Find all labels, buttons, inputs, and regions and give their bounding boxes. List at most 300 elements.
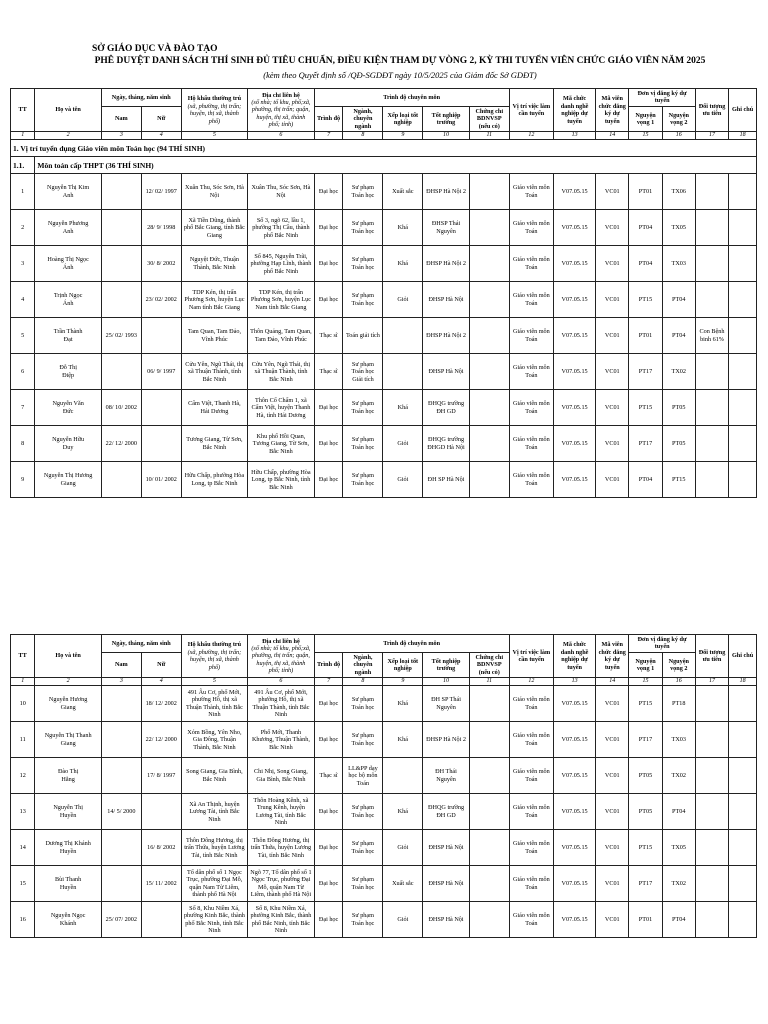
cell-cc xyxy=(469,210,509,246)
cell-mv: VC01 xyxy=(596,426,629,462)
col-number: 17 xyxy=(695,678,728,686)
cell-xl: Xuất sắc xyxy=(383,174,423,210)
cell-gc xyxy=(729,282,757,318)
col-note: Ghi chú xyxy=(729,635,757,678)
cell-given-name: Anh xyxy=(62,227,74,235)
col-qualification: Trình độ chuyên môn xyxy=(314,89,509,107)
cell-ut xyxy=(695,210,728,246)
col-priority: Đối tượng ưu tiên xyxy=(695,89,728,132)
col-household xyxy=(181,635,248,678)
col-male: Nam xyxy=(101,652,141,677)
cell-nam xyxy=(101,462,141,498)
table-row xyxy=(11,830,757,866)
cell-surname: Nguyễn Thị xyxy=(53,804,83,812)
cell-surname: Nguyễn Thị Hương xyxy=(43,472,93,480)
col-level: Trình độ xyxy=(314,106,343,131)
cell-nam xyxy=(101,282,141,318)
cell-gc xyxy=(729,174,757,210)
col-wish2: Nguyện vọng 2 xyxy=(662,652,695,677)
cell-mv: VC01 xyxy=(596,174,629,210)
cell-vt: Giáo viên môn Toán xyxy=(509,318,553,354)
cell-dc: Xuân Thu, Sóc Sơn, Hà Nội xyxy=(248,174,315,210)
cell-ng: Sư phạm Toán học xyxy=(343,282,383,318)
cell-full-name xyxy=(35,354,102,390)
cell-nv2: TX05 xyxy=(662,210,695,246)
col-cert: Chứng chỉ BDNVSP (nếu có) xyxy=(469,652,509,677)
col-number: 18 xyxy=(729,132,757,140)
cell-dc: Cửu Yên, Ngũ Thái, thị xã Thuận Thành, tỉnh Bắc Ninh xyxy=(248,354,315,390)
cell-nam: 22/ 12/ 2000 xyxy=(101,426,141,462)
cell-nu xyxy=(141,390,181,426)
document-subtitle: (kèm theo Quyết định số /QĐ-SGDĐT ngày 10/5/2025 của Giám đốc Sở GDĐT) xyxy=(263,70,537,80)
cell-tr: ĐH SP Hà Nội xyxy=(423,462,470,498)
col-number: 13 xyxy=(554,678,596,686)
col-number: 5 xyxy=(181,132,248,140)
col-household xyxy=(181,89,248,132)
col-qualification: Trình độ chuyên môn xyxy=(314,635,509,653)
col-position: Vị trí việc làm cần tuyển xyxy=(509,89,553,132)
cell-ma: V07.05.15 xyxy=(554,794,596,830)
cell-dc: Thôn Cổ Chẩm 1, xã Cẩm Việt, huyện Thanh Hà, tỉnh Hải Dương xyxy=(248,390,315,426)
cell-full-name xyxy=(35,246,102,282)
table-row xyxy=(11,722,757,758)
cell-xl: Khá xyxy=(383,210,423,246)
cell-nam xyxy=(101,354,141,390)
col-number: 4 xyxy=(141,132,181,140)
cell-nam xyxy=(101,686,141,722)
col-number: 14 xyxy=(596,678,629,686)
cell-nv2: TX02 xyxy=(662,354,695,390)
cell-ut xyxy=(695,902,728,938)
cell-gc xyxy=(729,426,757,462)
cell-full-name xyxy=(35,318,102,354)
cell-full-name xyxy=(35,758,102,794)
cell-cc xyxy=(469,686,509,722)
cell-given-name: Huyền xyxy=(59,811,77,819)
col-number: 8 xyxy=(343,132,383,140)
table-row xyxy=(11,758,757,794)
cell-surname: Nguyễn Thị Kim xyxy=(47,184,90,192)
cell-tt: 14 xyxy=(11,830,35,866)
col-dob: Ngày, tháng, năm sinh xyxy=(101,89,181,107)
col-priority: Đối tượng ưu tiên xyxy=(695,635,728,678)
cell-cc xyxy=(469,426,509,462)
cell-nv2: TX03 xyxy=(662,722,695,758)
cell-nv1: PT01 xyxy=(629,318,662,354)
cell-ma: V07.05.15 xyxy=(554,902,596,938)
cell-ng: Sư phạm Toán học Giải tích xyxy=(343,354,383,390)
cell-nu xyxy=(141,902,181,938)
col-household-label: Hộ khẩu thường trú xyxy=(187,641,242,649)
cell-ut xyxy=(695,866,728,902)
col-school: Tốt nghiệp trường xyxy=(423,106,470,131)
cell-ut xyxy=(695,426,728,462)
cell-xl: Giỏi xyxy=(383,830,423,866)
cell-nam xyxy=(101,246,141,282)
cell-mv: VC01 xyxy=(596,866,629,902)
cell-nam xyxy=(101,722,141,758)
cell-tr: ĐHQG trường ĐH GD xyxy=(423,794,470,830)
cell-ma: V07.05.15 xyxy=(554,354,596,390)
cell-ng: Sư phạm Toán học xyxy=(343,686,383,722)
cell-ng: Sư phạm Toán học xyxy=(343,902,383,938)
cell-ma: V07.05.15 xyxy=(554,282,596,318)
col-note: Ghi chú xyxy=(729,89,757,132)
col-contact-note: (số nhà; tổ khu, phố;xã, phường, thị trấn; quận, huyện, thị xã, thành phố; tỉnh) xyxy=(251,98,311,129)
cell-given-name: Duy xyxy=(62,443,74,451)
cell-td: Đại học xyxy=(314,462,343,498)
cell-xl xyxy=(383,354,423,390)
cell-nv1: PT04 xyxy=(629,462,662,498)
cell-gc xyxy=(729,462,757,498)
cell-ut xyxy=(695,794,728,830)
cell-nv2: PT15 xyxy=(662,462,695,498)
cell-cc xyxy=(469,722,509,758)
cell-mv: VC01 xyxy=(596,830,629,866)
cell-surname: Nguyễn Văn xyxy=(52,400,84,408)
col-household-note: (xã, phường, thị trấn; huyện, thị xã, thành phố) xyxy=(187,102,242,125)
cell-cc xyxy=(469,830,509,866)
col-number: 3 xyxy=(101,132,141,140)
cell-hk: Tổ dân phố số 1 Ngọc Trục, phường Đại Mỗ, quận Nam Từ Liêm, thành phố Hà Nội xyxy=(181,866,248,902)
cell-cc xyxy=(469,390,509,426)
cell-cc xyxy=(469,794,509,830)
col-number: 7 xyxy=(314,678,343,686)
cell-ng: Sư phạm Toán học xyxy=(343,830,383,866)
col-number: 6 xyxy=(248,132,315,140)
cell-tt: 1 xyxy=(11,174,35,210)
cell-given-name: Khánh xyxy=(59,919,77,927)
cell-hk: Cửu Yên, Ngũ Thái, thị xã Thuận Thành, tỉnh Bắc Ninh xyxy=(181,354,248,390)
col-school: Tốt nghiệp trường xyxy=(423,652,470,677)
col-number: 11 xyxy=(469,678,509,686)
col-contact-note: (số nhà; tổ khu, phố;xã, phường, thị trấn; quận, huyện, thị xã, thành phố; tỉnh) xyxy=(251,644,311,675)
cell-ma: V07.05.15 xyxy=(554,210,596,246)
cell-given-name: Anh xyxy=(62,191,74,199)
cell-mv: VC01 xyxy=(596,246,629,282)
cell-ng: Sư phạm Toán học xyxy=(343,462,383,498)
cell-xl: Giỏi xyxy=(383,902,423,938)
cell-xl xyxy=(383,758,423,794)
cell-ma: V07.05.15 xyxy=(554,390,596,426)
cell-tr: ĐHSP Hà Nội 2 xyxy=(423,174,470,210)
cell-given-name: Ánh xyxy=(62,263,74,271)
cell-ut: Con Bệnh binh 61% xyxy=(695,318,728,354)
cell-surname: Đào Thị xyxy=(57,768,79,776)
cell-gc xyxy=(729,830,757,866)
table-row xyxy=(11,282,757,318)
cell-tr: ĐHQG trường ĐH GD xyxy=(423,390,470,426)
table-row xyxy=(11,354,757,390)
cell-gc xyxy=(729,390,757,426)
cell-gc xyxy=(729,722,757,758)
cell-full-name xyxy=(35,722,102,758)
cell-surname: Đỗ Thị xyxy=(59,364,77,372)
cell-nv1: PT17 xyxy=(629,354,662,390)
cell-cc xyxy=(469,866,509,902)
cell-ut xyxy=(695,174,728,210)
cell-ng: Sư phạm Toán học xyxy=(343,174,383,210)
cell-vt: Giáo viên môn Toán xyxy=(509,210,553,246)
cell-ma: V07.05.15 xyxy=(554,174,596,210)
cell-tt: 16 xyxy=(11,902,35,938)
cell-tt: 7 xyxy=(11,390,35,426)
cell-full-name xyxy=(35,866,102,902)
cell-xl: Khá xyxy=(383,246,423,282)
cell-ng: Sư phạm Toán học xyxy=(343,246,383,282)
cell-full-name xyxy=(35,686,102,722)
cell-vt: Giáo viên môn Toán xyxy=(509,390,553,426)
col-household-label: Hộ khẩu thường trú xyxy=(187,95,242,103)
cell-hk: Thôn Đông Hương, thị trấn Thứa, huyện Lương Tài, tỉnh Bắc Ninh xyxy=(181,830,248,866)
cell-surname: Trịnh Ngọc xyxy=(53,292,83,300)
col-female: Nữ xyxy=(141,106,181,131)
cell-surname: Nguyễn Ngọc xyxy=(50,912,86,920)
cell-gc xyxy=(729,354,757,390)
cell-nam xyxy=(101,830,141,866)
cell-nv2: PT04 xyxy=(662,282,695,318)
cell-nv1: PT15 xyxy=(629,686,662,722)
cell-tt: 9 xyxy=(11,462,35,498)
cell-nv2: PT04 xyxy=(662,902,695,938)
cell-given-name: Ánh xyxy=(62,299,74,307)
cell-nv1: PT17 xyxy=(629,866,662,902)
cell-tr: ĐHSP Hà Nội xyxy=(423,830,470,866)
cell-vt: Giáo viên môn Toán xyxy=(509,758,553,794)
col-major: Ngành, chuyên ngành xyxy=(343,652,383,677)
cell-tt: 15 xyxy=(11,866,35,902)
cell-nam: 25/ 07/ 2002 xyxy=(101,902,141,938)
col-number: 10 xyxy=(423,678,470,686)
cell-ma: V07.05.15 xyxy=(554,246,596,282)
col-number: 9 xyxy=(383,132,423,140)
cell-nu: 22/ 12/ 2000 xyxy=(141,722,181,758)
cell-nv2: TX06 xyxy=(662,174,695,210)
cell-tr: ĐHSP Hà Nội xyxy=(423,354,470,390)
cell-nv2: TX05 xyxy=(662,830,695,866)
cell-hk: Xuân Thu, Sóc Sơn, Hà Nội xyxy=(181,174,248,210)
cell-mv: VC01 xyxy=(596,318,629,354)
cell-surname: Hoàng Thị Ngọc xyxy=(47,256,89,264)
cell-ma: V07.05.15 xyxy=(554,462,596,498)
col-female: Nữ xyxy=(141,652,181,677)
col-household-note: (xã, phường, thị trấn; huyện, thị xã, thành phố) xyxy=(187,648,242,671)
cell-nv1: PT15 xyxy=(629,390,662,426)
cell-dc: Ngõ 77, Tổ dân phố số 1 Ngọc Trục, phường Đại Mỗ, quận Nam Từ Liêm, thành phố Hà Nội xyxy=(248,866,315,902)
cell-nu: 16/ 8/ 2002 xyxy=(141,830,181,866)
cell-td: Thạc sĩ xyxy=(314,318,343,354)
cell-nv2: PT04 xyxy=(662,318,695,354)
cell-vt: Giáo viên môn Toán xyxy=(509,174,553,210)
table-row xyxy=(11,686,757,722)
col-cert: Chứng chỉ BDNVSP (nếu có) xyxy=(469,106,509,131)
cell-ma: V07.05.15 xyxy=(554,866,596,902)
cell-nu: 15/ 11/ 2002 xyxy=(141,866,181,902)
cell-tt: 10 xyxy=(11,686,35,722)
cell-given-name: Giang xyxy=(60,703,76,711)
table-row xyxy=(11,866,757,902)
cell-hk: Tương Giang, Từ Sơn, Bắc Ninh xyxy=(181,426,248,462)
cell-dc: Thôn Đông Hương, thị trấn Thứa, huyện Lương Tài, tỉnh Bắc Ninh xyxy=(248,830,315,866)
cell-tt: 3 xyxy=(11,246,35,282)
cell-nu xyxy=(141,426,181,462)
cell-hk: TDP Kén, thị trấn Phương Sơn, huyện Lục Nam tỉnh Bắc Giang xyxy=(181,282,248,318)
cell-ma: V07.05.15 xyxy=(554,830,596,866)
cell-nu: 28/ 9/ 1998 xyxy=(141,210,181,246)
cell-ng: Sư phạm Toán học xyxy=(343,866,383,902)
cell-td: Thạc sĩ xyxy=(314,758,343,794)
cell-nv1: PT04 xyxy=(629,246,662,282)
cell-tr: ĐHSP Hà Nội 2 xyxy=(423,722,470,758)
cell-tt: 8 xyxy=(11,426,35,462)
cell-nam: 25/ 02/ 1993 xyxy=(101,318,141,354)
col-name: Họ và tên xyxy=(35,635,102,678)
cell-hk: Số 8, Khu Niềm Xá, phường Kinh Bắc, thành phố Bắc Ninh, tỉnh Bắc Ninh xyxy=(181,902,248,938)
cell-surname: Nguyễn Thị Thanh xyxy=(44,732,92,740)
cell-cc xyxy=(469,246,509,282)
cell-vt: Giáo viên môn Toán xyxy=(509,866,553,902)
cell-vt: Giáo viên môn Toán xyxy=(509,830,553,866)
cell-mv: VC01 xyxy=(596,462,629,498)
cell-surname: Dương Thị Khánh xyxy=(45,840,91,848)
cell-ng: Sư phạm Toán học xyxy=(343,794,383,830)
col-number: 15 xyxy=(629,678,662,686)
cell-cc xyxy=(469,282,509,318)
col-unit: Mã viên chức đăng ký dự tuyển xyxy=(596,89,629,132)
cell-nv2: TX02 xyxy=(662,866,695,902)
cell-dc: Khu phố Hồi Quan, Tương Giang, Từ Sơn, Bắc Ninh xyxy=(248,426,315,462)
cell-tr: ĐHSP Hà Nội 2 xyxy=(423,246,470,282)
cell-cc xyxy=(469,462,509,498)
cell-td: Đại học xyxy=(314,722,343,758)
cell-xl: Khá xyxy=(383,390,423,426)
cell-nv2: TX02 xyxy=(662,758,695,794)
col-major: Ngành, chuyên ngành xyxy=(343,106,383,131)
cell-nam xyxy=(101,210,141,246)
col-male: Nam xyxy=(101,106,141,131)
cell-surname: Trần Thành xyxy=(53,328,83,336)
cell-cc xyxy=(469,758,509,794)
cell-nv1: PT05 xyxy=(629,758,662,794)
cell-full-name xyxy=(35,794,102,830)
cell-nv1: PT15 xyxy=(629,282,662,318)
cell-ut xyxy=(695,722,728,758)
cell-td: Đại học xyxy=(314,246,343,282)
cell-mv: VC01 xyxy=(596,722,629,758)
cell-full-name xyxy=(35,426,102,462)
cell-ut xyxy=(695,246,728,282)
col-wish1: Nguyện vọng 1 xyxy=(629,106,662,131)
table-row xyxy=(11,210,757,246)
cell-nv2: PT05 xyxy=(662,426,695,462)
cell-vt: Giáo viên môn Toán xyxy=(509,354,553,390)
cell-full-name xyxy=(35,282,102,318)
department-name: SỞ GIÁO DỤC VÀ ĐÀO TẠO xyxy=(92,44,218,54)
col-number: 11 xyxy=(469,132,509,140)
cell-dc: Thôn Hoàng Kênh, xã Trung Kênh, huyện Lương Tài, tỉnh Bắc Ninh xyxy=(248,794,315,830)
cell-mv: VC01 xyxy=(596,686,629,722)
cell-nam xyxy=(101,174,141,210)
col-contact xyxy=(248,635,315,678)
section-heading: 1. Vị trí tuyển dụng Giáo viên môn Toán học (94 THÍ SINH) xyxy=(11,140,757,157)
cell-nu: 30/ 8/ 2002 xyxy=(141,246,181,282)
cell-vt: Giáo viên môn Toán xyxy=(509,426,553,462)
col-tt: TT xyxy=(11,89,35,132)
cell-hk: Xã Tiền Dũng, thành phố Bắc Giang, tỉnh Bắc Giang xyxy=(181,210,248,246)
cell-ma: V07.05.15 xyxy=(554,686,596,722)
cell-td: Đại học xyxy=(314,794,343,830)
col-number: 7 xyxy=(314,132,343,140)
col-name: Họ và tên xyxy=(35,89,102,132)
cell-dc: Hữu Chấp, phường Hòa Long, tp Bắc Ninh, tỉnh Bắc Ninh xyxy=(248,462,315,498)
cell-ma: V07.05.15 xyxy=(554,318,596,354)
cell-gc xyxy=(729,246,757,282)
cell-given-name: Giang xyxy=(60,479,76,487)
cell-hk: Hữu Chấp, phường Hòa Long, tp Bắc Ninh xyxy=(181,462,248,498)
col-number: 4 xyxy=(141,678,181,686)
col-grade: Xếp loại tốt nghiệp xyxy=(383,652,423,677)
cell-nv2: PT18 xyxy=(662,686,695,722)
col-number: 3 xyxy=(101,678,141,686)
cell-nam xyxy=(101,866,141,902)
col-tt: TT xyxy=(11,635,35,678)
table-row xyxy=(11,390,757,426)
cell-ng: Sư phạm Toán học xyxy=(343,722,383,758)
cell-gc xyxy=(729,318,757,354)
col-code: Mã chức danh nghề nghiệp dự tuyển xyxy=(554,89,596,132)
col-unit-reg: Đơn vị đăng ký dự tuyển xyxy=(629,89,696,107)
cell-vt: Giáo viên môn Toán xyxy=(509,794,553,830)
col-number: 18 xyxy=(729,678,757,686)
document-title: PHÊ DUYỆT DANH SÁCH THÍ SINH ĐỦ TIÊU CHUẨN, ĐIỀU KIỆN THAM DỰ VÒNG 2, KỲ THI TUYỂN VIÊN CHỨC GIÁO VIÊN NĂM 2025 xyxy=(94,56,706,66)
cell-full-name xyxy=(35,830,102,866)
cell-gc xyxy=(729,210,757,246)
cell-tr: ĐHSP Hà Nội xyxy=(423,866,470,902)
cell-nv1: PT04 xyxy=(629,210,662,246)
cell-ut xyxy=(695,830,728,866)
cell-td: Đại học xyxy=(314,174,343,210)
cell-xl xyxy=(383,318,423,354)
cell-nu: 17/ 8/ 1997 xyxy=(141,758,181,794)
cell-nu xyxy=(141,318,181,354)
cell-dc: Chi Nhị, Song Giang, Gia Bình, Bắc Ninh xyxy=(248,758,315,794)
cell-tr: ĐH SP Thái Nguyên xyxy=(423,686,470,722)
table-row xyxy=(11,174,757,210)
table-row xyxy=(11,794,757,830)
cell-nv1: PT17 xyxy=(629,722,662,758)
cell-ut xyxy=(695,758,728,794)
cell-ma: V07.05.15 xyxy=(554,722,596,758)
cell-surname: Bùi Thanh xyxy=(55,876,82,884)
col-number: 16 xyxy=(662,132,695,140)
table-row xyxy=(11,462,757,498)
cell-vt: Giáo viên môn Toán xyxy=(509,282,553,318)
cell-nv1: PT15 xyxy=(629,830,662,866)
cell-mv: VC01 xyxy=(596,902,629,938)
cell-full-name xyxy=(35,390,102,426)
cell-cc xyxy=(469,174,509,210)
col-wish1: Nguyện vọng 1 xyxy=(629,652,662,677)
cell-tt: 13 xyxy=(11,794,35,830)
col-wish2: Nguyện vọng 2 xyxy=(662,106,695,131)
cell-nv1: PT17 xyxy=(629,426,662,462)
cell-ut xyxy=(695,354,728,390)
cell-mv: VC01 xyxy=(596,282,629,318)
cell-nam: 14/ 5/ 2000 xyxy=(101,794,141,830)
cell-hk: Tam Quan, Tam Đảo, Vĩnh Phúc xyxy=(181,318,248,354)
cell-nv2: PT04 xyxy=(662,794,695,830)
col-number: 1 xyxy=(11,678,35,686)
